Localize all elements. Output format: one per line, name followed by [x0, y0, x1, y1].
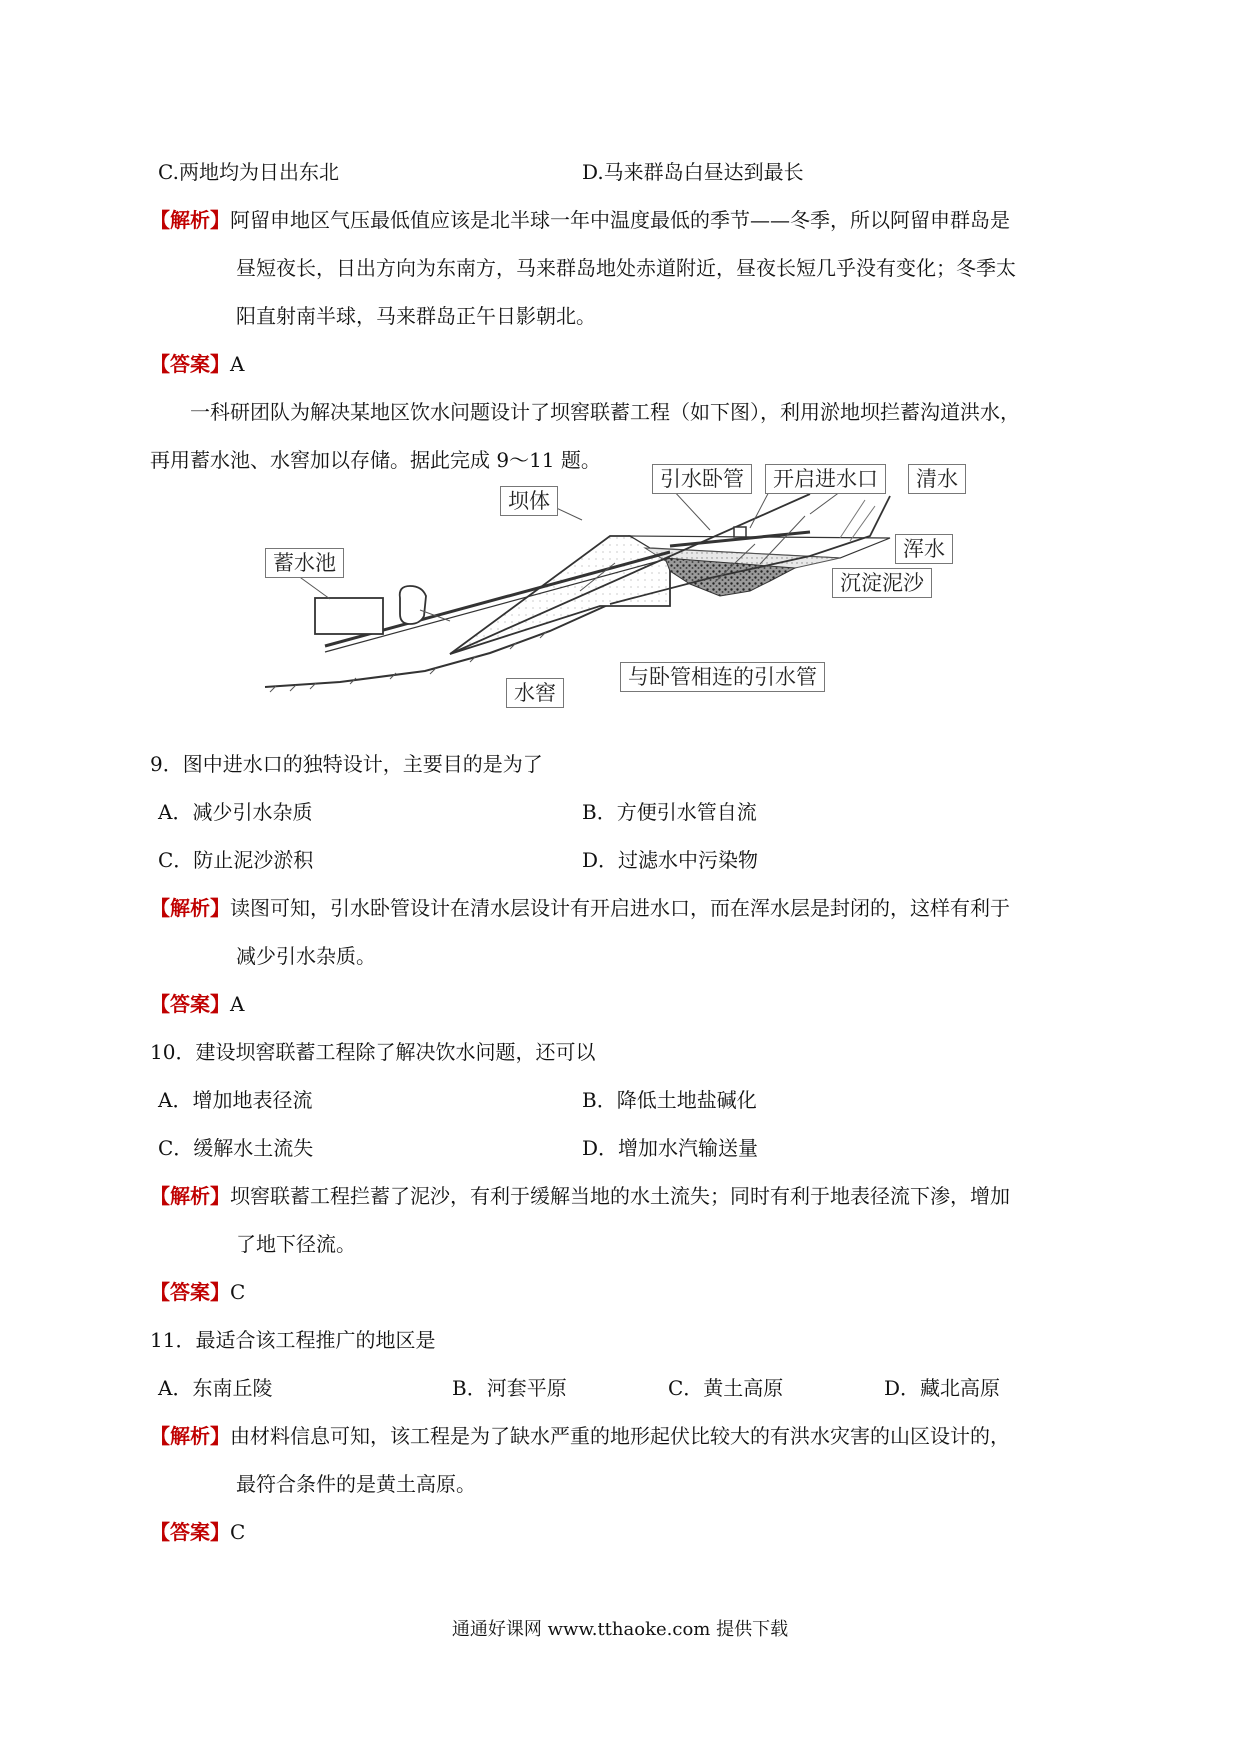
analysis-text: 由材料信息可知，该工程是为了缺水严重的地形起伏比较大的有洪水灾害的山区设计的， — [230, 1424, 1010, 1448]
answer-value: C — [230, 1280, 246, 1304]
q11-option-b: B．河套平原 — [452, 1376, 567, 1400]
q9-option-b: B．方便引水管自流 — [582, 800, 757, 824]
label-connected-pipe: 与卧管相连的引水管 — [620, 662, 825, 692]
q10-analysis-line-2: 了地下径流。 — [236, 1232, 356, 1256]
intro-line-1: 一科研团队为解决某地区饮水问题设计了坝窖联蓄工程（如下图），利用淤地坝拦蓄沟道洪水， — [190, 400, 1020, 424]
q9-analysis-line-2: 减少引水杂质。 — [236, 944, 376, 968]
q9-stem: 9．图中进水口的独特设计，主要目的是为了 — [150, 752, 543, 776]
analysis-tag: 【解析】 — [150, 1184, 230, 1208]
q10-stem: 10．建设坝窖联蓄工程除了解决饮水问题，还可以 — [150, 1040, 596, 1064]
prev-answer — [150, 350, 244, 378]
label-open-inlet: 开启进水口 — [765, 464, 886, 494]
intro-line-2: 再用蓄水池、水窖加以存储。据此完成 9～11 题。 — [150, 448, 601, 472]
q11-option-c: C．黄土高原 — [668, 1376, 784, 1400]
answer-value: C — [230, 1520, 246, 1544]
analysis-tag: 【解析】 — [150, 208, 230, 232]
q10-option-c: C．缓解水土流失 — [158, 1136, 314, 1160]
prev-option-d: D.马来群岛白昼达到最长 — [582, 160, 804, 184]
analysis-tag: 【解析】 — [150, 896, 230, 920]
answer-tag: 【答案】 — [150, 1520, 230, 1544]
q9-option-d: D．过滤水中污染物 — [582, 848, 759, 872]
label-reservoir: 蓄水池 — [265, 548, 344, 578]
answer-tag: 【答案】 — [150, 992, 230, 1016]
answer-tag: 【答案】 — [150, 1280, 230, 1304]
q11-option-a: A．东南丘陵 — [158, 1376, 273, 1400]
q11-analysis-line-1 — [150, 1422, 1010, 1450]
q9-option-c: C．防止泥沙淤积 — [158, 848, 314, 872]
answer-value: A — [230, 352, 245, 376]
label-cellar: 水窖 — [506, 678, 564, 708]
label-intake-pipe: 引水卧管 — [652, 464, 752, 494]
q10-option-d: D．增加水汽输送量 — [582, 1136, 759, 1160]
q9-option-a: A．减少引水杂质 — [158, 800, 313, 824]
label-sediment: 沉淀泥沙 — [832, 568, 932, 598]
cellar — [400, 586, 426, 624]
q11-stem: 11．最适合该工程推广的地区是 — [150, 1328, 436, 1352]
q11-option-d: D．藏北高原 — [884, 1376, 1001, 1400]
prev-option-c: C.两地均为日出东北 — [158, 160, 339, 184]
q9-analysis-line-1 — [150, 894, 1010, 922]
q10-option-a: A．增加地表径流 — [158, 1088, 313, 1112]
label-muddy-water: 浑水 — [895, 534, 953, 564]
dam-cellar-diagram — [250, 467, 990, 708]
q10-answer — [150, 1278, 245, 1306]
prev-analysis-line-3: 阳直射南半球，马来群岛正午日影朝北。 — [236, 304, 596, 328]
analysis-text: 读图可知，引水卧管设计在清水层设计有开启进水口，而在浑水层是封闭的，这样有利于 — [230, 896, 1010, 920]
q11-analysis-line-2: 最符合条件的是黄土高原。 — [236, 1472, 476, 1496]
reservoir — [315, 598, 383, 634]
answer-value: A — [230, 992, 245, 1016]
analysis-text: 坝窖联蓄工程拦蓄了泥沙，有利于缓解当地的水土流失；同时有利于地表径流下渗，增加 — [230, 1184, 1010, 1208]
analysis-text: 阿留申地区气压最低值应该是北半球一年中温度最低的季节——冬季，所以阿留申群岛是 — [230, 208, 1010, 232]
prev-analysis-line-1 — [150, 206, 1010, 234]
analysis-tag: 【解析】 — [150, 1424, 230, 1448]
answer-tag: 【答案】 — [150, 352, 230, 376]
dam-body — [450, 536, 670, 654]
label-clear-water: 清水 — [908, 464, 966, 494]
label-dam: 坝体 — [500, 486, 558, 516]
q9-answer — [150, 990, 244, 1018]
q11-answer — [150, 1518, 245, 1546]
page-footer: 通通好课网 www.tthaoke.com 提供下载 — [451, 1619, 789, 1640]
open-inlet-marker — [734, 527, 746, 537]
q10-analysis-line-1 — [150, 1182, 1010, 1210]
prev-analysis-line-2: 昼短夜长，日出方向为东南方，马来群岛地处赤道附近，昼夜长短几乎没有变化；冬季太 — [236, 256, 1016, 280]
q10-option-b: B．降低土地盐碱化 — [582, 1088, 757, 1112]
